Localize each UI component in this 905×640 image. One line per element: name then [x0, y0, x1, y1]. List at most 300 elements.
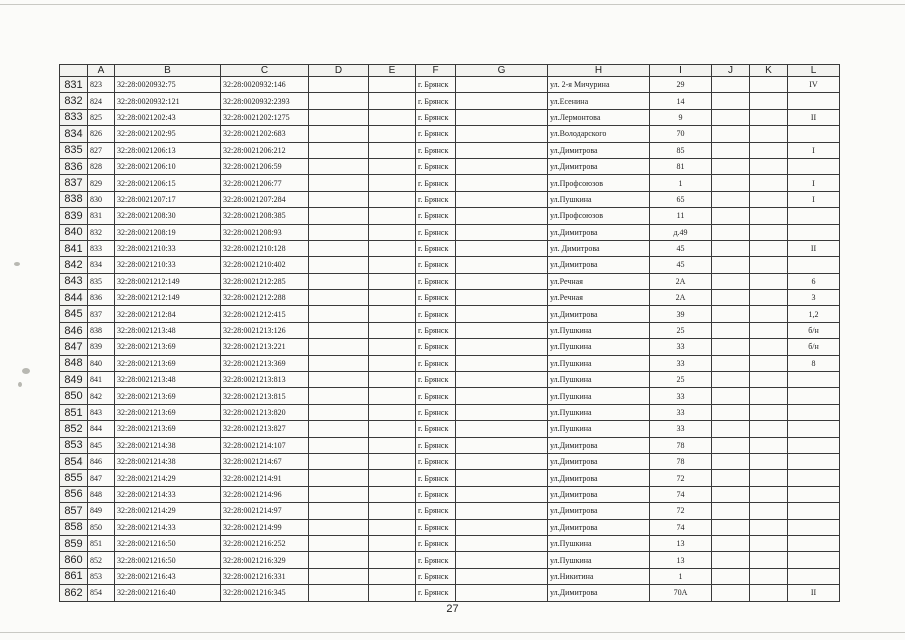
column-header: D: [309, 65, 369, 77]
cell-f: г. Брянск: [416, 568, 456, 584]
cell-b: 32:28:0021210:33: [115, 240, 221, 256]
cell-k: [750, 519, 788, 535]
table-row: [60, 519, 840, 535]
table-row: [60, 388, 840, 404]
row-number: 836: [60, 158, 88, 174]
cell-d: [309, 158, 369, 174]
cell-c: 32:28:0021214:91: [221, 470, 309, 486]
cell-l: [788, 519, 840, 535]
cell-e: [369, 142, 416, 158]
row-number: 851: [60, 404, 88, 420]
cell-h: ул.Профсоюзов: [548, 175, 650, 191]
table-row: [60, 224, 840, 240]
cell-h: ул. 2-я Мичурина: [548, 77, 650, 93]
cell-l: [788, 158, 840, 174]
cell-j: [712, 240, 750, 256]
cell-h: ул.Пушкина: [548, 322, 650, 338]
table-row: [60, 273, 840, 289]
cell-h: ул.Димитрова: [548, 224, 650, 240]
cell-g: [456, 306, 548, 322]
cell-d: [309, 585, 369, 601]
cell-i: 25: [650, 372, 712, 388]
cell-h: ул.Димитрова: [548, 437, 650, 453]
cell-a: 824: [88, 93, 115, 109]
cell-k: [750, 421, 788, 437]
cell-h: ул.Пушкина: [548, 191, 650, 207]
cell-e: [369, 470, 416, 486]
cell-j: [712, 535, 750, 551]
row-number: 842: [60, 257, 88, 273]
cell-d: [309, 191, 369, 207]
cell-a: 852: [88, 552, 115, 568]
row-number: 850: [60, 388, 88, 404]
cell-i: 33: [650, 339, 712, 355]
cell-j: [712, 421, 750, 437]
cell-e: [369, 552, 416, 568]
cell-f: г. Брянск: [416, 290, 456, 306]
cell-k: [750, 273, 788, 289]
cell-c: 32:28:0021206:59: [221, 158, 309, 174]
cell-k: [750, 191, 788, 207]
cell-d: [309, 437, 369, 453]
cell-k: [750, 306, 788, 322]
cell-k: [750, 404, 788, 420]
table-row: [60, 568, 840, 584]
cell-g: [456, 191, 548, 207]
cell-j: [712, 585, 750, 601]
cell-c: 32:28:0020932:146: [221, 77, 309, 93]
cell-c: 32:28:0021207:284: [221, 191, 309, 207]
cell-j: [712, 77, 750, 93]
cell-f: г. Брянск: [416, 535, 456, 551]
cell-l: [788, 208, 840, 224]
cell-g: [456, 257, 548, 273]
cell-i: 33: [650, 355, 712, 371]
cell-l: [788, 372, 840, 388]
cell-j: [712, 191, 750, 207]
table-row: [60, 126, 840, 142]
cell-c: 32:28:0021210:128: [221, 240, 309, 256]
cell-d: [309, 208, 369, 224]
cell-k: [750, 224, 788, 240]
cell-a: 848: [88, 486, 115, 502]
spreadsheet-table: [59, 64, 840, 602]
cell-l: [788, 470, 840, 486]
column-header: K: [750, 65, 788, 77]
cell-a: 826: [88, 126, 115, 142]
cell-g: [456, 240, 548, 256]
cell-k: [750, 568, 788, 584]
cell-l: I: [788, 175, 840, 191]
cell-c: 32:28:0021213:369: [221, 355, 309, 371]
column-header: A: [88, 65, 115, 77]
column-header: B: [115, 65, 221, 77]
cell-f: г. Брянск: [416, 273, 456, 289]
cell-b: 32:28:0021216:43: [115, 568, 221, 584]
cell-i: 1: [650, 175, 712, 191]
row-number: 846: [60, 322, 88, 338]
cell-f: г. Брянск: [416, 257, 456, 273]
cell-e: [369, 240, 416, 256]
row-number: 838: [60, 191, 88, 207]
cell-g: [456, 126, 548, 142]
cell-h: ул.Пушкина: [548, 552, 650, 568]
row-number: 840: [60, 224, 88, 240]
cell-j: [712, 372, 750, 388]
cell-b: 32:28:0021213:48: [115, 322, 221, 338]
cell-g: [456, 290, 548, 306]
cell-l: б/н: [788, 339, 840, 355]
scan-edge-bottom: [0, 632, 905, 633]
cell-c: 32:28:0021214:96: [221, 486, 309, 502]
cell-d: [309, 306, 369, 322]
cell-a: 832: [88, 224, 115, 240]
cell-b: 32:28:0021214:38: [115, 453, 221, 469]
cell-k: [750, 257, 788, 273]
cell-b: 32:28:0021206:10: [115, 158, 221, 174]
cell-g: [456, 470, 548, 486]
cell-k: [750, 388, 788, 404]
cell-a: 854: [88, 585, 115, 601]
cell-l: [788, 486, 840, 502]
table-row: [60, 437, 840, 453]
table-row: [60, 585, 840, 601]
cell-e: [369, 306, 416, 322]
cell-j: [712, 388, 750, 404]
cell-g: [456, 273, 548, 289]
cell-e: [369, 404, 416, 420]
cell-j: [712, 453, 750, 469]
cell-k: [750, 175, 788, 191]
cell-c: 32:28:0021213:815: [221, 388, 309, 404]
cell-l: 6: [788, 273, 840, 289]
cell-a: 823: [88, 77, 115, 93]
cell-e: [369, 535, 416, 551]
cell-j: [712, 257, 750, 273]
cell-a: 838: [88, 322, 115, 338]
cell-c: 32:28:0021214:99: [221, 519, 309, 535]
cell-l: II: [788, 585, 840, 601]
cell-i: 70А: [650, 585, 712, 601]
cell-e: [369, 191, 416, 207]
cell-i: 2А: [650, 290, 712, 306]
cell-k: [750, 240, 788, 256]
table-row: [60, 191, 840, 207]
cell-f: г. Брянск: [416, 191, 456, 207]
cell-b: 32:28:0021207:17: [115, 191, 221, 207]
cell-h: ул.Димитрова: [548, 519, 650, 535]
cell-c: 32:28:0021213:813: [221, 372, 309, 388]
cell-j: [712, 224, 750, 240]
cell-k: [750, 126, 788, 142]
cell-i: 9: [650, 109, 712, 125]
table-row: [60, 404, 840, 420]
cell-l: 1,2: [788, 306, 840, 322]
cell-d: [309, 273, 369, 289]
cell-h: ул.Димитрова: [548, 142, 650, 158]
cell-f: г. Брянск: [416, 142, 456, 158]
cell-d: [309, 388, 369, 404]
cell-k: [750, 535, 788, 551]
cell-l: 8: [788, 355, 840, 371]
cell-h: ул.Димитрова: [548, 453, 650, 469]
cell-k: [750, 437, 788, 453]
row-number: 853: [60, 437, 88, 453]
cell-d: [309, 421, 369, 437]
cell-e: [369, 437, 416, 453]
cell-e: [369, 388, 416, 404]
cell-f: г. Брянск: [416, 372, 456, 388]
cell-j: [712, 306, 750, 322]
cell-i: 33: [650, 404, 712, 420]
table-row: [60, 175, 840, 191]
cell-g: [456, 552, 548, 568]
cell-j: [712, 273, 750, 289]
cell-g: [456, 158, 548, 174]
table-row: [60, 306, 840, 322]
cell-c: 32:28:0021213:126: [221, 322, 309, 338]
row-number: 859: [60, 535, 88, 551]
corner-cell: [60, 65, 88, 77]
cell-l: [788, 126, 840, 142]
cell-b: 32:28:0021214:33: [115, 519, 221, 535]
cell-b: 32:28:0021213:69: [115, 404, 221, 420]
cell-a: 841: [88, 372, 115, 388]
cell-h: ул.Лермонтова: [548, 109, 650, 125]
row-number: 841: [60, 240, 88, 256]
cell-e: [369, 224, 416, 240]
cell-h: ул.Пушкина: [548, 388, 650, 404]
cell-l: [788, 421, 840, 437]
cell-d: [309, 503, 369, 519]
cell-b: 32:28:0021216:50: [115, 552, 221, 568]
cell-g: [456, 77, 548, 93]
table-row: [60, 355, 840, 371]
cell-j: [712, 93, 750, 109]
cell-j: [712, 322, 750, 338]
cell-c: 32:28:0021213:820: [221, 404, 309, 420]
cell-k: [750, 486, 788, 502]
cell-d: [309, 355, 369, 371]
cell-i: 78: [650, 453, 712, 469]
cell-h: ул.Профсоюзов: [548, 208, 650, 224]
cell-c: 32:28:0021210:402: [221, 257, 309, 273]
column-header: C: [221, 65, 309, 77]
cell-j: [712, 175, 750, 191]
cell-j: [712, 519, 750, 535]
column-header: L: [788, 65, 840, 77]
cell-l: 3: [788, 290, 840, 306]
column-header: H: [548, 65, 650, 77]
row-number: 857: [60, 503, 88, 519]
cell-h: ул.Пушкина: [548, 421, 650, 437]
cell-e: [369, 126, 416, 142]
cell-l: I: [788, 191, 840, 207]
cell-f: г. Брянск: [416, 355, 456, 371]
cell-d: [309, 126, 369, 142]
cell-b: 32:28:0021213:69: [115, 355, 221, 371]
cell-g: [456, 585, 548, 601]
cell-b: 32:28:0021206:13: [115, 142, 221, 158]
column-header-row: [60, 65, 840, 77]
cell-k: [750, 322, 788, 338]
cell-a: 849: [88, 503, 115, 519]
cell-e: [369, 290, 416, 306]
column-header: E: [369, 65, 416, 77]
cell-g: [456, 175, 548, 191]
row-number: 843: [60, 273, 88, 289]
cell-l: [788, 388, 840, 404]
cell-k: [750, 158, 788, 174]
scan-speck: [22, 368, 30, 374]
cell-j: [712, 126, 750, 142]
cell-l: I: [788, 142, 840, 158]
row-number: 839: [60, 208, 88, 224]
cell-b: 32:28:0021212:149: [115, 290, 221, 306]
cell-j: [712, 109, 750, 125]
cell-e: [369, 519, 416, 535]
cell-h: ул.Никитина: [548, 568, 650, 584]
cell-e: [369, 372, 416, 388]
cell-i: 45: [650, 240, 712, 256]
cell-l: II: [788, 240, 840, 256]
cell-e: [369, 208, 416, 224]
row-number: 847: [60, 339, 88, 355]
column-header: F: [416, 65, 456, 77]
cell-a: 833: [88, 240, 115, 256]
cell-g: [456, 437, 548, 453]
cell-b: 32:28:0021206:15: [115, 175, 221, 191]
row-number: 861: [60, 568, 88, 584]
cell-l: [788, 552, 840, 568]
table-body: [60, 77, 840, 602]
cell-h: ул.Димитрова: [548, 158, 650, 174]
cell-h: ул.Димитрова: [548, 470, 650, 486]
row-number: 832: [60, 93, 88, 109]
cell-a: 834: [88, 257, 115, 273]
cell-c: 32:28:0021213:827: [221, 421, 309, 437]
cell-l: [788, 503, 840, 519]
cell-k: [750, 109, 788, 125]
cell-b: 32:28:0021213:48: [115, 372, 221, 388]
cell-j: [712, 208, 750, 224]
cell-e: [369, 339, 416, 355]
cell-a: 825: [88, 109, 115, 125]
cell-e: [369, 355, 416, 371]
cell-e: [369, 322, 416, 338]
row-number: 833: [60, 109, 88, 125]
cell-d: [309, 404, 369, 420]
cell-e: [369, 568, 416, 584]
row-number: 854: [60, 453, 88, 469]
table-row: [60, 158, 840, 174]
cell-h: ул.Речная: [548, 273, 650, 289]
table-row: [60, 109, 840, 125]
cell-c: 32:28:0021208:385: [221, 208, 309, 224]
scan-speck: [14, 262, 20, 266]
cell-j: [712, 486, 750, 502]
cell-f: г. Брянск: [416, 109, 456, 125]
cell-h: ул.Пушкина: [548, 404, 650, 420]
cell-g: [456, 109, 548, 125]
cell-g: [456, 224, 548, 240]
cell-l: [788, 224, 840, 240]
cell-d: [309, 453, 369, 469]
cell-i: 13: [650, 552, 712, 568]
cell-f: г. Брянск: [416, 208, 456, 224]
cell-f: г. Брянск: [416, 388, 456, 404]
row-number: 860: [60, 552, 88, 568]
cell-e: [369, 158, 416, 174]
scan-speck: [18, 382, 22, 387]
table-row: [60, 486, 840, 502]
cell-f: г. Брянск: [416, 519, 456, 535]
cell-g: [456, 208, 548, 224]
cell-e: [369, 93, 416, 109]
table-row: [60, 257, 840, 273]
cell-h: ул.Есенина: [548, 93, 650, 109]
cell-f: г. Брянск: [416, 306, 456, 322]
table-row: [60, 208, 840, 224]
cell-b: 32:28:0021202:95: [115, 126, 221, 142]
column-header: G: [456, 65, 548, 77]
cell-h: ул.Пушкина: [548, 339, 650, 355]
cell-c: 32:28:0021214:97: [221, 503, 309, 519]
cell-f: г. Брянск: [416, 322, 456, 338]
cell-c: 32:28:0021202:1275: [221, 109, 309, 125]
cell-d: [309, 470, 369, 486]
cell-g: [456, 453, 548, 469]
cell-j: [712, 290, 750, 306]
cell-b: 32:28:0021216:50: [115, 535, 221, 551]
cell-f: г. Брянск: [416, 486, 456, 502]
cell-j: [712, 355, 750, 371]
cell-i: 78: [650, 437, 712, 453]
cell-b: 32:28:0021210:33: [115, 257, 221, 273]
cell-a: 836: [88, 290, 115, 306]
cell-a: 843: [88, 404, 115, 420]
table-row: [60, 470, 840, 486]
cell-i: 39: [650, 306, 712, 322]
cell-i: 85: [650, 142, 712, 158]
cell-e: [369, 453, 416, 469]
cell-c: 32:28:0021214:107: [221, 437, 309, 453]
cell-l: [788, 257, 840, 273]
cell-h: ул.Димитрова: [548, 306, 650, 322]
cell-d: [309, 486, 369, 502]
cell-b: 32:28:0021208:19: [115, 224, 221, 240]
table-row: [60, 503, 840, 519]
cell-c: 32:28:0021216:345: [221, 585, 309, 601]
cell-b: 32:28:0020932:75: [115, 77, 221, 93]
cell-d: [309, 175, 369, 191]
row-number: 852: [60, 421, 88, 437]
table-row: [60, 339, 840, 355]
cell-f: г. Брянск: [416, 93, 456, 109]
cell-g: [456, 486, 548, 502]
cell-f: г. Брянск: [416, 585, 456, 601]
row-number: 845: [60, 306, 88, 322]
cell-f: г. Брянск: [416, 437, 456, 453]
cell-l: [788, 453, 840, 469]
cell-e: [369, 175, 416, 191]
cell-h: ул.Димитрова: [548, 486, 650, 502]
cell-k: [750, 77, 788, 93]
cell-c: 32:28:0021212:415: [221, 306, 309, 322]
table-row: [60, 290, 840, 306]
cell-e: [369, 109, 416, 125]
cell-k: [750, 339, 788, 355]
